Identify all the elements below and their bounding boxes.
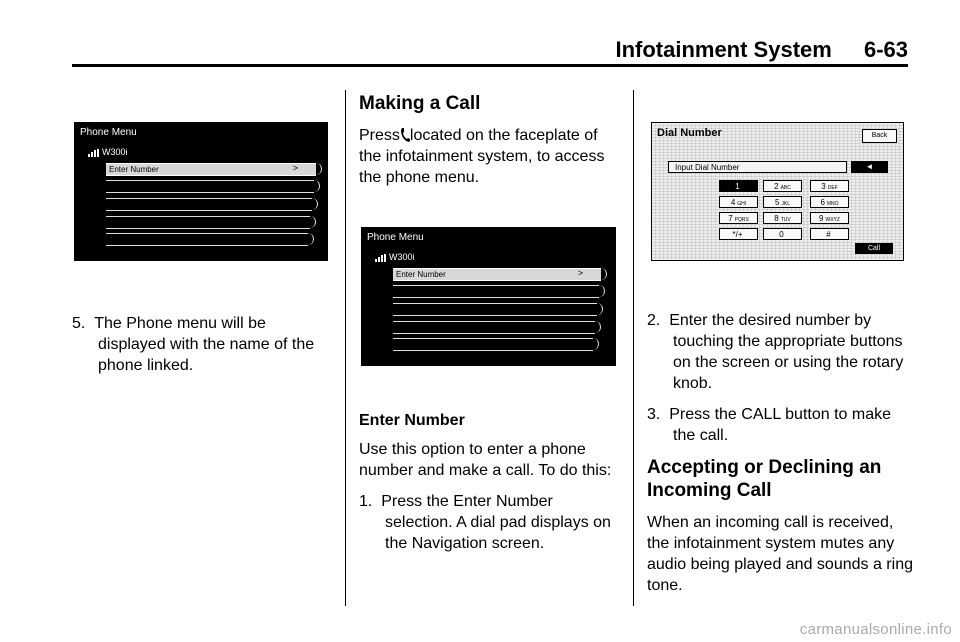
device-name: W300i [375,252,415,262]
menu-item-empty [106,198,312,211]
middle-column-lower [359,410,624,564]
menu-item-label: Enter Number [396,270,446,279]
signal-icon [375,254,386,262]
menu-item-enter-number [106,163,316,176]
menu-item-label: Enter Number [109,165,159,174]
step-3: 3. Press the CALL button to make the call. [647,406,891,444]
row-curve [590,321,601,333]
phone-menu-screenshot [74,122,328,261]
key-5: 5 JKL [763,196,802,208]
row-curve [309,180,320,192]
phone-icon [400,128,410,142]
chevron-right-icon: > [577,268,583,278]
row-curve [307,198,318,210]
row-curve [594,285,605,297]
key-12: # [810,228,849,240]
input-dial-number-field: Input Dial Number [668,161,847,173]
chevron-right-icon: > [292,163,298,173]
menu-item-empty [106,216,310,229]
phone-menu-screenshot-2 [361,227,616,366]
key-3: 3 DEF [810,180,849,192]
menu-item-empty [393,338,593,351]
incoming-call-heading: Accepting or Declining an Incoming Call [647,457,882,501]
row-curve [303,233,314,245]
column-divider-1 [345,90,346,606]
row-curve [592,303,603,315]
menu-item-empty [106,180,314,193]
step-1: 1. Press the Enter Number selection. A dial pad displays on the Navigation screen. [359,493,611,552]
call-button: Call [855,243,893,254]
row-curve [588,338,599,350]
header-rule [72,64,908,67]
key-2: 2 ABC [763,180,802,192]
step-5: 5. The Phone menu will be displayed with the name of the phone linked. [72,315,315,374]
key-4: 4 GHI [719,196,758,208]
row-curve [596,268,607,280]
enter-number-paragraph: Use this option to enter a phone number and make a call. To do this: [359,441,612,479]
screen-title: Phone Menu [80,127,137,138]
backspace-button: ◄ [851,161,888,173]
key-1: 1 [719,180,758,192]
making-a-call-heading: Making a Call [359,93,481,114]
device-name: W300i [88,147,128,157]
intro-paragraph: Press located on the faceplate of the infotainment system, to access the phone menu. [359,127,605,186]
key-6: 6 MNO [810,196,849,208]
page-number: 6-63 [863,37,908,62]
dial-number-screenshot [651,122,904,261]
page-header [615,37,908,63]
back-button: Back [862,129,897,143]
right-column [647,310,915,606]
row-curve [305,216,316,228]
screen-title: Phone Menu [367,232,424,243]
step-2: 2. Enter the desired number by touching the appropriate buttons on the screen or using the rotary knob. [647,312,904,392]
menu-item-empty [106,233,308,246]
menu-item-enter-number [393,268,601,281]
key-9: 9 WXYZ [810,212,849,224]
column-divider-2 [633,90,634,606]
signal-icon [88,149,99,157]
left-column [72,313,334,386]
key-7: 7 PQRS [719,212,758,224]
key-10: */+ [719,228,758,240]
middle-column [359,92,621,198]
watermark: carmanualsonline.info [799,621,952,638]
key-11: 0 [763,228,802,240]
menu-item-empty [393,321,595,334]
menu-item-empty [393,285,599,298]
row-curve [311,163,322,175]
dial-title: Dial Number [657,127,722,139]
enter-number-heading: Enter Number [359,412,465,429]
section-title: Infotainment System [615,37,832,62]
key-8: 8 TUV [763,212,802,224]
menu-item-empty [393,303,597,316]
incoming-call-paragraph: When an incoming call is received, the infotainment system mutes any audio being played and sounds a ring tone. [647,514,913,594]
